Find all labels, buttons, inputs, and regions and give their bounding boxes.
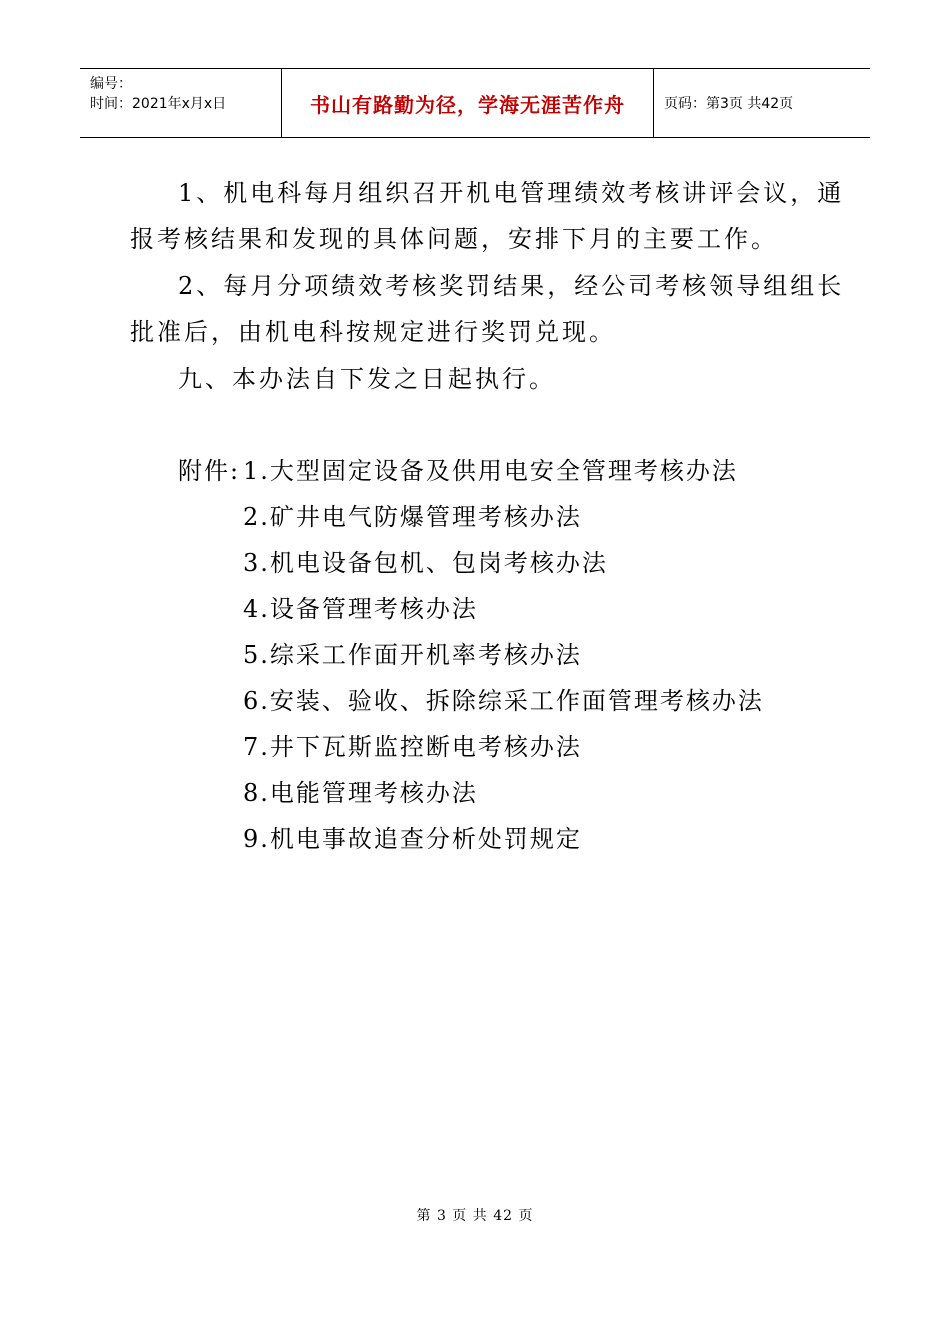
document-number-label: 编号：: [90, 76, 132, 92]
paragraph-2-line-2: 批准后，由机电科按规定进行奖罚兑现。: [130, 318, 616, 346]
attachment-item-2: 2.矿井电气防爆管理考核办法: [243, 503, 582, 531]
page-footer: 第 3 页 共 42 页: [416, 1208, 534, 1224]
paragraph-1-line-2: 报考核结果和发现的具体问题，安排下月的主要工作。: [130, 225, 778, 253]
header-info-cell: [80, 69, 282, 137]
attachment-item-8: 8.电能管理考核办法: [243, 779, 478, 807]
attachment-item-3: 3.机电设备包机、包岗考核办法: [243, 549, 608, 577]
attachments-label: 附件:: [178, 457, 241, 485]
paragraph-1-line-1: 1、机电科每月组织召开机电管理绩效考核讲评会议，通: [178, 179, 845, 207]
attachment-item-7: 7.井下瓦斯监控断电考核办法: [243, 733, 582, 761]
header-motto: 书山有路勤为径，学海无涯苦作舟: [310, 92, 625, 117]
attachment-item-9: 9.机电事故追查分析处罚规定: [243, 825, 582, 853]
paragraph-3: 九、本办法自下发之日起执行。: [178, 365, 556, 393]
attachment-item-4: 4.设备管理考核办法: [243, 595, 478, 623]
header-motto-cell: [282, 69, 654, 137]
paragraph-2-line-1: 2、每月分项绩效考核奖罚结果，经公司考核领导组组长: [178, 272, 845, 300]
header-page-code: 页码：第3页 共42页: [664, 96, 794, 112]
document-time-label: 时间：2021年x月x日: [90, 96, 227, 112]
attachment-item-1: 1.大型固定设备及供用电安全管理考核办法: [243, 457, 738, 485]
attachment-item-6: 6.安装、验收、拆除综采工作面管理考核办法: [243, 687, 764, 715]
document-header: [80, 68, 870, 138]
attachment-item-5: 5.综采工作面开机率考核办法: [243, 641, 582, 669]
header-page-cell: [654, 69, 870, 137]
